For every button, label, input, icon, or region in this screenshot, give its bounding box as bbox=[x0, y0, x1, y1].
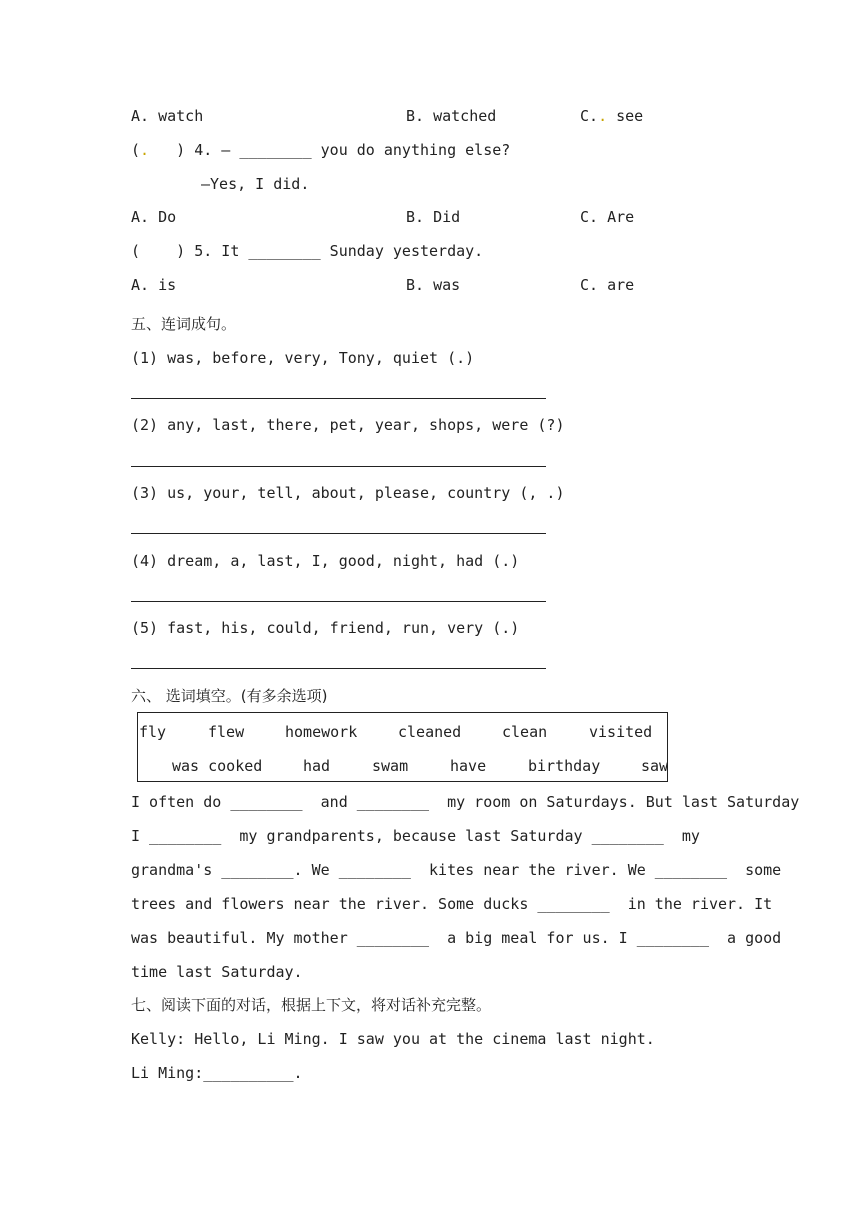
q3-option-a: A. watch bbox=[131, 107, 204, 125]
q4-paren-dot: . bbox=[140, 141, 150, 159]
dialogue-line-1: Kelly: Hello, Li Ming. I saw you at the cinema last night. bbox=[131, 1030, 655, 1048]
passage-line-5: was beautiful. My mother ________ a big meal for us. I ________ a good bbox=[131, 929, 782, 947]
section5-item-2: (2) any, last, there, pet, year, shops, were (?) bbox=[131, 416, 565, 434]
word-bank-item: had bbox=[303, 757, 331, 775]
section5-item-4: (4) dream, a, last, I, good, night, had (.) bbox=[131, 552, 520, 570]
q4-option-a: A. Do bbox=[131, 208, 177, 226]
q4-question-text: ) 4. — ________ you do anything else? bbox=[149, 141, 511, 159]
q5-option-a: A. is bbox=[131, 276, 177, 294]
passage-line-6: time last Saturday. bbox=[131, 963, 303, 981]
word-bank-item: homework bbox=[285, 723, 358, 741]
answer-line-3[interactable] bbox=[131, 533, 546, 534]
passage-line-2: I ________ my grandparents, because last Saturday ________ my bbox=[131, 827, 700, 845]
section5-item-3: (3) us, your, tell, about, please, country (, .) bbox=[131, 484, 565, 502]
word-bank-item: saw bbox=[641, 757, 669, 775]
word-bank-item: was cooked bbox=[172, 757, 263, 775]
answer-line-1[interactable] bbox=[131, 398, 546, 399]
word-bank-item: fly bbox=[139, 723, 167, 741]
answer-line-2[interactable] bbox=[131, 466, 546, 467]
answer-line-4[interactable] bbox=[131, 601, 546, 602]
word-bank-item: swam bbox=[372, 757, 409, 775]
q4-reply: —Yes, I did. bbox=[201, 175, 310, 193]
section5-item-5: (5) fast, his, could, friend, run, very (.) bbox=[131, 619, 520, 637]
q5-option-b: B. was bbox=[406, 276, 461, 294]
word-bank-item: clean bbox=[502, 723, 548, 741]
section7-heading: 七、阅读下面的对话，根据上下文，将对话补充完整。 bbox=[131, 996, 492, 1014]
dialogue-line-2: Li Ming:__________. bbox=[131, 1064, 303, 1082]
answer-line-5[interactable] bbox=[131, 668, 546, 669]
section6-heading: 六、 选词填空。(有多余选项) bbox=[131, 687, 328, 705]
q5-option-c: C. are bbox=[580, 276, 635, 294]
section5-item-1: (1) was, before, very, Tony, quiet (.) bbox=[131, 349, 475, 367]
word-bank-item: visited bbox=[589, 723, 653, 741]
section5-heading: 五、连词成句。 bbox=[131, 315, 237, 333]
word-bank-item: have bbox=[450, 757, 487, 775]
q4-option-b: B. Did bbox=[406, 208, 461, 226]
word-bank-item: birthday bbox=[528, 757, 601, 775]
passage-line-1: I often do ________ and ________ my room on Saturdays. But last Saturday bbox=[131, 793, 800, 811]
passage-line-4: trees and flowers near the river. Some ducks ________ in the river. It bbox=[131, 895, 773, 913]
q3-option-b: B. watched bbox=[406, 107, 497, 125]
q4-option-c: C. Are bbox=[580, 208, 635, 226]
q4-paren-open: ( bbox=[131, 141, 141, 159]
q5-question: ( ) 5. It ________ Sunday yesterday. bbox=[131, 242, 484, 260]
q4-question bbox=[131, 140, 510, 160]
q3-option-c-dot: . bbox=[598, 107, 608, 125]
word-bank-item: cleaned bbox=[398, 723, 462, 741]
word-bank-item: flew bbox=[208, 723, 245, 741]
q3-option-c-text: see bbox=[607, 107, 644, 125]
q3-option-c bbox=[580, 106, 643, 126]
passage-line-3: grandma's ________. We ________ kites near the river. We ________ some bbox=[131, 861, 782, 879]
q3-option-c-prefix: C. bbox=[580, 107, 599, 125]
